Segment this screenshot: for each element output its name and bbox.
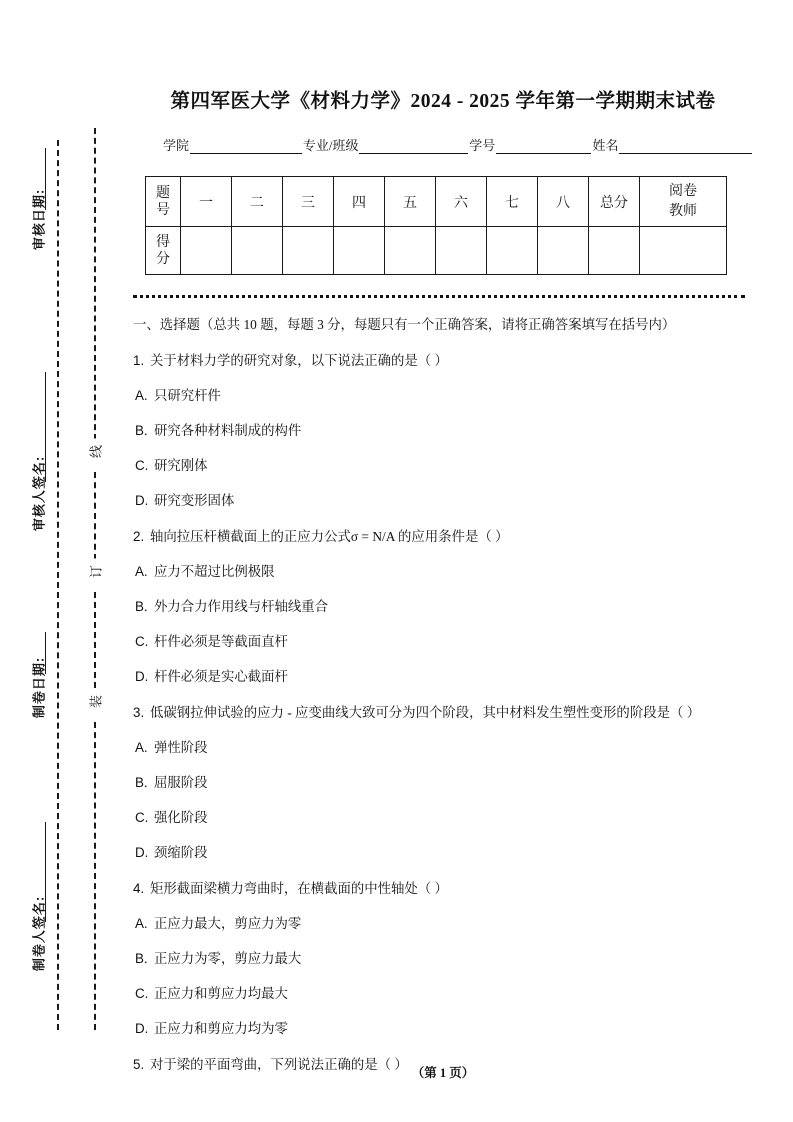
exam-paper-body [133,0,753,1122]
field-blank-major-class[interactable] [359,140,468,154]
option-key: D. [135,669,149,684]
table-cell-score[interactable] [283,227,334,275]
question-option[interactable] [133,805,739,830]
table-cell-total-header: 总分 [589,177,640,227]
binding-mark-bind: 订 [86,559,105,585]
sidebar-label-paper-making-date: 制卷日期: [31,656,47,719]
page-title: 第四军医大学《材料力学》2024 - 2025 学年第一学期期末试卷 [170,91,716,112]
score-table-container [133,176,753,275]
question-stem [133,700,739,725]
question-option[interactable] [133,559,739,584]
option-text: 正应力最大，剪应力为零 [154,916,302,931]
binding-mark-line: 线 [86,439,105,465]
sidebar-label-review-date: 审核日期: [31,188,47,251]
table-cell-score[interactable] [436,227,487,275]
option-text: 强化阶段 [154,810,208,825]
option-text: 研究各种材料制成的构件 [154,423,302,438]
table-cell-column-header: 二 [232,177,283,227]
question-text: 关于材料力学的研究对象，以下说法正确的是（ ） [150,353,448,368]
question-text: 轴向拉压杆横截面上的正应力公式σ = N/A 的应用条件是（ ） [150,529,509,544]
option-text: 颈缩阶段 [154,845,208,860]
question-option[interactable] [133,840,739,865]
row-header-char: 号 [156,202,170,218]
question-option[interactable] [133,383,739,408]
field-blank-college[interactable] [190,140,302,154]
grader-header-char: 阅卷 [669,183,697,199]
row-header-score [146,227,181,275]
question-number: 3. [133,705,145,720]
row-header-char: 得 [156,234,170,250]
field-label-major-class: 专业/班级 [302,138,359,153]
option-key: A. [135,388,148,403]
sidebar-label-paper-maker-signature: 制卷人签名: [31,895,47,972]
table-cell-score[interactable] [385,227,436,275]
field-blank-student-id[interactable] [496,140,591,154]
field-label-student-name: 姓名 [592,138,619,153]
question-option[interactable] [133,735,739,760]
question-option[interactable] [133,453,739,478]
option-key: B. [135,951,148,966]
option-key: D. [135,1021,149,1036]
question-number: 1. [133,353,145,368]
table-cell-grader-name[interactable] [640,227,727,275]
option-text: 只研究杆件 [154,388,221,403]
sidebar-label-reviewer-signature: 审核人签名: [31,455,47,532]
option-key: A. [135,564,148,579]
option-key: B. [135,599,148,614]
question-option[interactable] [133,594,739,619]
dotted-separator [133,295,745,298]
inner-dashed-rule-segment [94,128,96,440]
option-text: 杆件必须是等截面直杆 [154,634,288,649]
inner-dashed-rule-segment [94,722,96,1030]
question-option[interactable] [133,664,739,689]
page-footer: （第 1 页） [411,1066,475,1080]
table-cell-total-score[interactable] [589,227,640,275]
identity-line [133,135,753,154]
question-stem [133,524,739,549]
binding-mark-seal: 装 [86,689,105,715]
table-cell-column-header: 七 [487,177,538,227]
question-option[interactable] [133,770,739,795]
row-header-char: 题 [156,185,170,201]
grader-header-char: 教师 [669,203,697,219]
inner-dashed-rule-segment [94,472,96,560]
table-cell-column-header: 三 [283,177,334,227]
question-option[interactable] [133,911,739,936]
option-key: B. [135,775,148,790]
option-key: C. [135,458,149,473]
table-cell-column-header: 一 [181,177,232,227]
option-text: 杆件必须是实心截面杆 [154,669,288,684]
field-label-college: 学院 [163,138,190,153]
option-key: D. [135,845,149,860]
table-cell-grader-header [640,177,727,227]
option-key: C. [135,810,149,825]
question-text: 矩形截面梁横力弯曲时，在横截面的中性轴处（ ） [150,881,448,896]
table-cell-score[interactable] [538,227,589,275]
row-header-question-number [146,177,181,227]
option-key: A. [135,916,148,931]
option-text: 研究变形固体 [154,493,235,508]
table-cell-column-header: 六 [436,177,487,227]
outer-dashed-rule [57,140,59,1030]
table-cell-column-header: 八 [538,177,589,227]
question-stem [133,348,739,373]
option-key: C. [135,986,149,1001]
question-option[interactable] [133,946,739,971]
option-text: 弹性阶段 [154,740,208,755]
question-content [133,312,753,1077]
question-option[interactable] [133,488,739,513]
left-margin-sidebar [0,0,122,1122]
table-cell-score[interactable] [232,227,283,275]
score-table [145,176,727,275]
table-cell-column-header: 四 [334,177,385,227]
option-text: 应力不超过比例极限 [154,564,275,579]
question-stem [133,876,739,901]
table-cell-column-header: 五 [385,177,436,227]
question-number: 4. [133,881,145,896]
question-text: 低碳钢拉伸试验的应力 - 应变曲线大致可分为四个阶段，其中材料发生塑性变形的阶段是（ ） [150,705,701,720]
table-cell-score[interactable] [487,227,538,275]
section-heading-choice: 一、选择题（总共 10 题，每题 3 分，每题只有一个正确答案，请将正确答案填写在括号内） [133,317,676,332]
option-key: C. [135,634,149,649]
option-text: 屈服阶段 [154,775,208,790]
table-cell-score[interactable] [334,227,385,275]
question-number: 5. [133,1057,145,1072]
question-option[interactable] [133,418,739,443]
option-key: D. [135,493,149,508]
field-blank-student-name[interactable] [619,140,752,154]
option-text: 正应力为零，剪应力最大 [154,951,302,966]
question-option[interactable] [133,981,739,1006]
option-key: A. [135,740,148,755]
table-cell-score[interactable] [181,227,232,275]
question-number: 2. [133,529,145,544]
question-option[interactable] [133,629,739,654]
row-header-char: 分 [156,251,170,267]
option-key: B. [135,423,148,438]
option-text: 研究刚体 [154,458,208,473]
table-row-scores [146,227,727,275]
field-label-student-id: 学号 [469,138,496,153]
option-text: 正应力和剪应力均最大 [154,986,288,1001]
option-text: 正应力和剪应力均为零 [154,1021,288,1036]
question-text: 对于梁的平面弯曲，下列说法正确的是（ ） [150,1057,408,1072]
inner-dashed-rule-segment [94,592,96,688]
question-option[interactable] [133,1016,739,1041]
option-text: 外力合力作用线与杆轴线重合 [154,599,329,614]
table-row-question-numbers [146,177,727,227]
